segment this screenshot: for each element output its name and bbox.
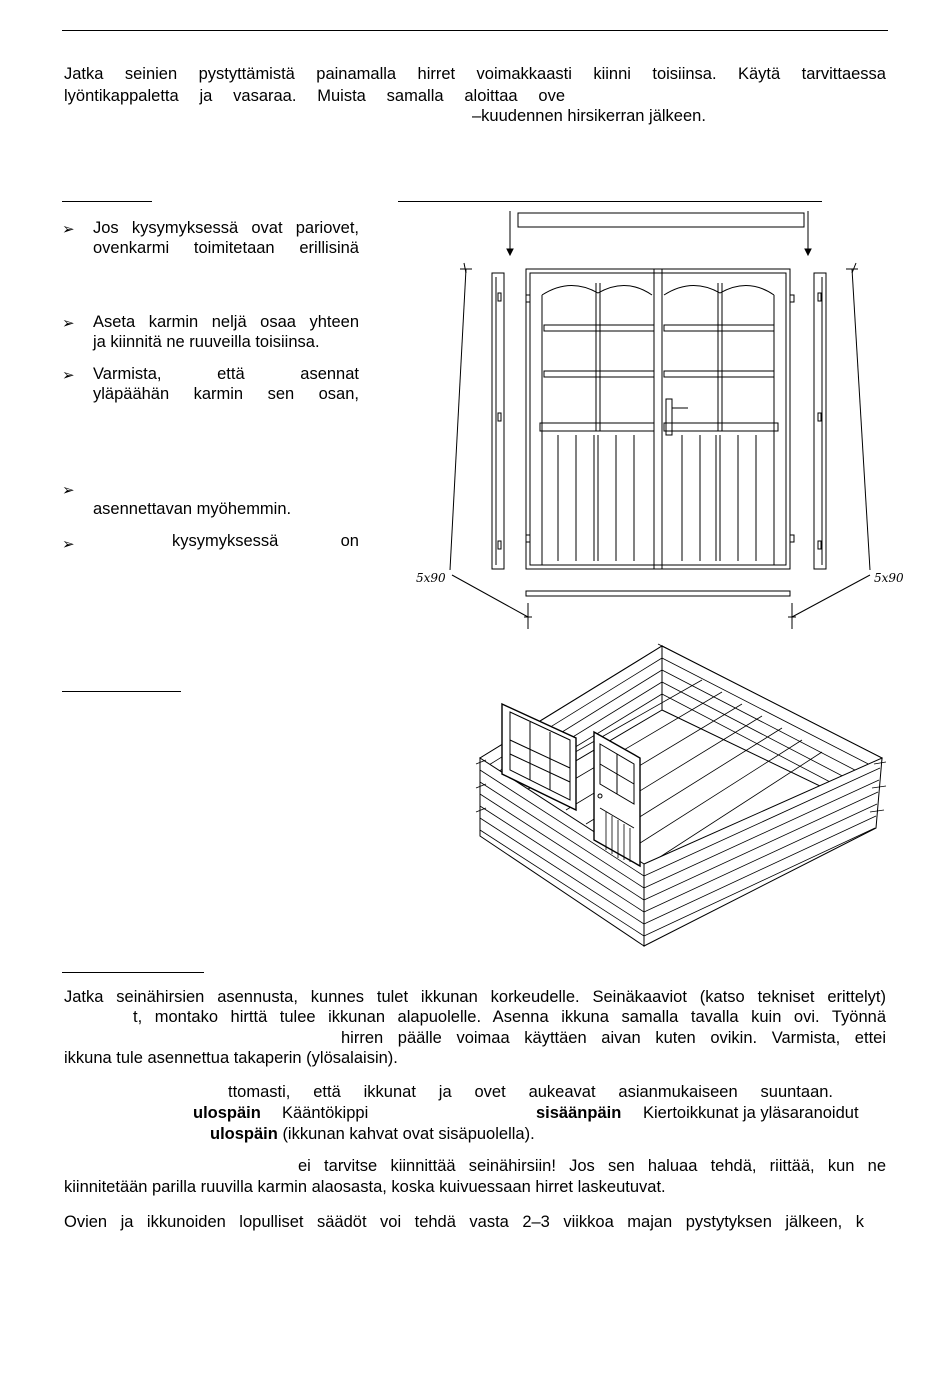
bullet-arrow-icon: ➢ xyxy=(62,221,75,238)
window-p1-line-2: t, montako hirttä tulee ikkunan alapuolelle. Asenna ikkuna samalla tavalla kuin ovi. Työnnä xyxy=(133,1008,886,1026)
window-p2-bold-outward-1: ulospäin xyxy=(193,1104,261,1122)
header-rule xyxy=(62,30,888,31)
door-bullet-5-line-1: kysymyksessä on xyxy=(172,532,359,550)
door-figure-heading-rule xyxy=(398,201,822,202)
bullet-arrow-icon: ➢ xyxy=(62,536,75,553)
door-bullet-1-line-1: Jos kysymyksessä ovat pariovet, xyxy=(93,219,359,237)
window-p2-text-tilt: Kääntökippi xyxy=(282,1104,369,1122)
door-bullet-3-line-1: Varmista, että asennat xyxy=(93,365,359,383)
door-bullet-2-line-2: ja kiinnitä ne ruuveilla toisiinsa. xyxy=(93,333,320,351)
intro-line-2: lyöntikappaletta ja vasaraa. Muista samalla aloittaa ove xyxy=(64,87,565,105)
door-bullet-4-line-2: asennettavan myöhemmin. xyxy=(93,500,292,518)
window-p1-line-4: ikkuna tule asennettua takaperin (ylösalaisin). xyxy=(64,1049,398,1067)
door-section-heading-rule xyxy=(62,201,152,202)
intro-line-3: –kuudennen hirsikerran jälkeen. xyxy=(472,107,706,125)
door-bullet-1-line-2: ovenkarmi toimitetaan erillisinä xyxy=(93,239,359,257)
window-p3-line-1: ei tarvitse kiinnittää seinähirsiin! Jos sen haluaa tehdä, riittää, kun ne xyxy=(298,1157,886,1175)
window-p2-text-pivot: Kiertoikkunat ja yläsaranoidut xyxy=(643,1104,859,1122)
intro-line-1: Jatka seinien pystyttämistä painamalla hirret voimakkaasti kiinni toisiinsa. Käytä tarvittaessa xyxy=(64,65,886,83)
door-bullet-3-line-2: yläpäähän karmin sen osan, xyxy=(93,385,359,403)
dimension-label-right: 5x90 xyxy=(874,571,904,585)
dimension-label-left: 5x90 xyxy=(416,571,446,585)
door-bullet-2-line-1: Aseta karmin neljä osaa yhteen xyxy=(93,313,359,331)
window-p2-bold-inward: sisäänpäin xyxy=(536,1104,622,1122)
window-p4-line-1: Ovien ja ikkunoiden lopulliset säädöt voi tehdä vasta 2–3 viikkoa majan pystytyksen jälkeen, k xyxy=(64,1213,864,1231)
window-p2-line-1: ttomasti, että ikkunat ja ovet aukeavat asianmukaiseen suuntaan. xyxy=(228,1083,833,1101)
bullet-arrow-icon: ➢ xyxy=(62,367,75,384)
bullet-arrow-icon: ➢ xyxy=(62,482,75,499)
window-p1-line-3: hirren päälle voimaa käyttäen aivan kuten ovikin. Varmista, ettei xyxy=(341,1029,886,1047)
window-section-heading-rule xyxy=(62,972,204,973)
window-p3-line-2: kiinnitetään parilla ruuvilla karmin alaosasta, koska kuivuessaan hirret laskeutuvat. xyxy=(64,1178,666,1196)
window-p2-line-3: ulospäin (ikkunan kahvat ovat sisäpuolella). xyxy=(210,1125,535,1143)
window-p1-line-1: Jatka seinähirsien asennusta, kunnes tulet ikkunan korkeudelle. Seinäkaaviot (katso tekniset erittelyt) xyxy=(64,988,886,1006)
bullet-arrow-icon: ➢ xyxy=(62,315,75,332)
window-figure-heading-rule xyxy=(62,691,181,692)
